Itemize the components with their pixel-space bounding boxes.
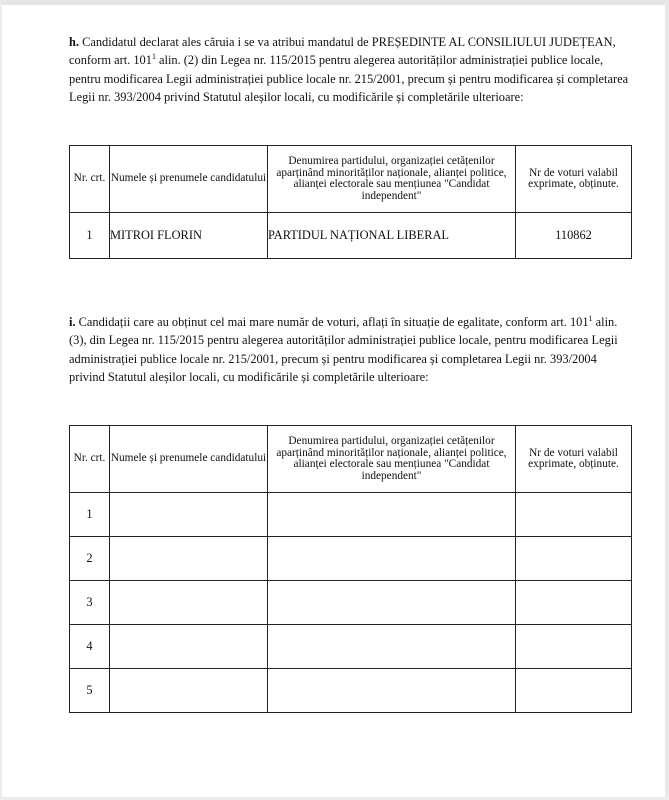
header-nr-crt: Nr. crt. xyxy=(70,146,110,213)
table-header-row xyxy=(70,426,632,493)
row-nr: 3 xyxy=(70,581,110,625)
row-votes: 110862 xyxy=(516,213,632,259)
section-i-text-start: Candidații care au obținut cel mai mare număr de voturi, aflați în situație de egalitate, conform art. 101 xyxy=(75,315,589,329)
row-votes xyxy=(516,669,632,713)
section-i-superscript: 1 xyxy=(588,314,593,323)
header-party: Denumirea partidului, organizației cetățenilor aparținând minorităților naționale, alianței politice, alianței electorale sau mențiunea "Candidat independent" xyxy=(268,146,516,213)
row-candidate-name xyxy=(110,625,268,669)
row-candidate-name xyxy=(110,669,268,713)
row-nr: 4 xyxy=(70,625,110,669)
table-row xyxy=(70,537,632,581)
row-party xyxy=(268,537,516,581)
section-h-text-end: alin. (2) din Legea nr. 115/2015 pentru alegerea autorităților administrației publice locale, pentru modificarea Legii administrației publice locale nr. 215/2001, precum și pentru modificarea și completarea Legii nr. 393/2004 privind Statutul aleșilor locali, cu modificările și completările ulterioare: xyxy=(69,53,629,104)
section-h-paragraph xyxy=(69,33,635,106)
row-nr: 2 xyxy=(70,537,110,581)
page-frame-left xyxy=(0,0,2,800)
table-row xyxy=(70,213,632,259)
row-party xyxy=(268,625,516,669)
page-frame-top xyxy=(0,0,669,5)
table-row xyxy=(70,493,632,537)
row-votes xyxy=(516,625,632,669)
table-row xyxy=(70,669,632,713)
header-candidate-name: Numele și prenumele candidatului xyxy=(110,426,268,493)
president-elected-table xyxy=(69,145,632,259)
row-nr: 1 xyxy=(70,493,110,537)
row-votes xyxy=(516,537,632,581)
header-candidate-name: Numele și prenumele candidatului xyxy=(110,146,268,213)
section-h-text-start: Candidatul declarat ales căruia i se va atribui mandatul de PREȘEDINTE AL CONSILIULUI JUDEȚEAN, conform art. 101 xyxy=(69,35,616,68)
header-votes: Nr de voturi valabil exprimate, obținute. xyxy=(516,146,632,213)
row-candidate-name: MITROI FLORIN xyxy=(110,213,268,259)
section-i-paragraph xyxy=(69,313,635,386)
row-party xyxy=(268,669,516,713)
row-candidate-name xyxy=(110,537,268,581)
section-i-letter: i. xyxy=(69,315,76,329)
page-frame-right xyxy=(665,0,669,800)
row-party xyxy=(268,493,516,537)
row-party xyxy=(268,581,516,625)
tied-candidates-table xyxy=(69,425,632,713)
table-header-row xyxy=(70,146,632,213)
table-row xyxy=(70,581,632,625)
section-h-letter: h. xyxy=(69,35,79,49)
row-votes xyxy=(516,493,632,537)
section-i-text-end: alin. (3), din Legea nr. 115/2015 pentru alegerea autorităților administrației publice locale, pentru modificarea Legii administrației publice locale nr. 215/2001, precum și pentru modificarea și completarea Legii nr. 393/2004 privind Statutul aleșilor locali, cu modificările și completările ulterioare: xyxy=(69,315,618,384)
row-nr: 1 xyxy=(70,213,110,259)
header-nr-crt: Nr. crt. xyxy=(70,426,110,493)
header-party: Denumirea partidului, organizației cetățenilor aparținând minorităților naționale, alianței politice, alianței electorale sau mențiunea "Candidat independent" xyxy=(268,426,516,493)
section-h-superscript: 1 xyxy=(151,52,156,62)
row-party: PARTIDUL NAȚIONAL LIBERAL xyxy=(268,213,516,259)
row-candidate-name xyxy=(110,493,268,537)
row-candidate-name xyxy=(110,581,268,625)
table-row xyxy=(70,625,632,669)
row-nr: 5 xyxy=(70,669,110,713)
row-votes xyxy=(516,581,632,625)
header-votes: Nr de voturi valabil exprimate, obținute. xyxy=(516,426,632,493)
